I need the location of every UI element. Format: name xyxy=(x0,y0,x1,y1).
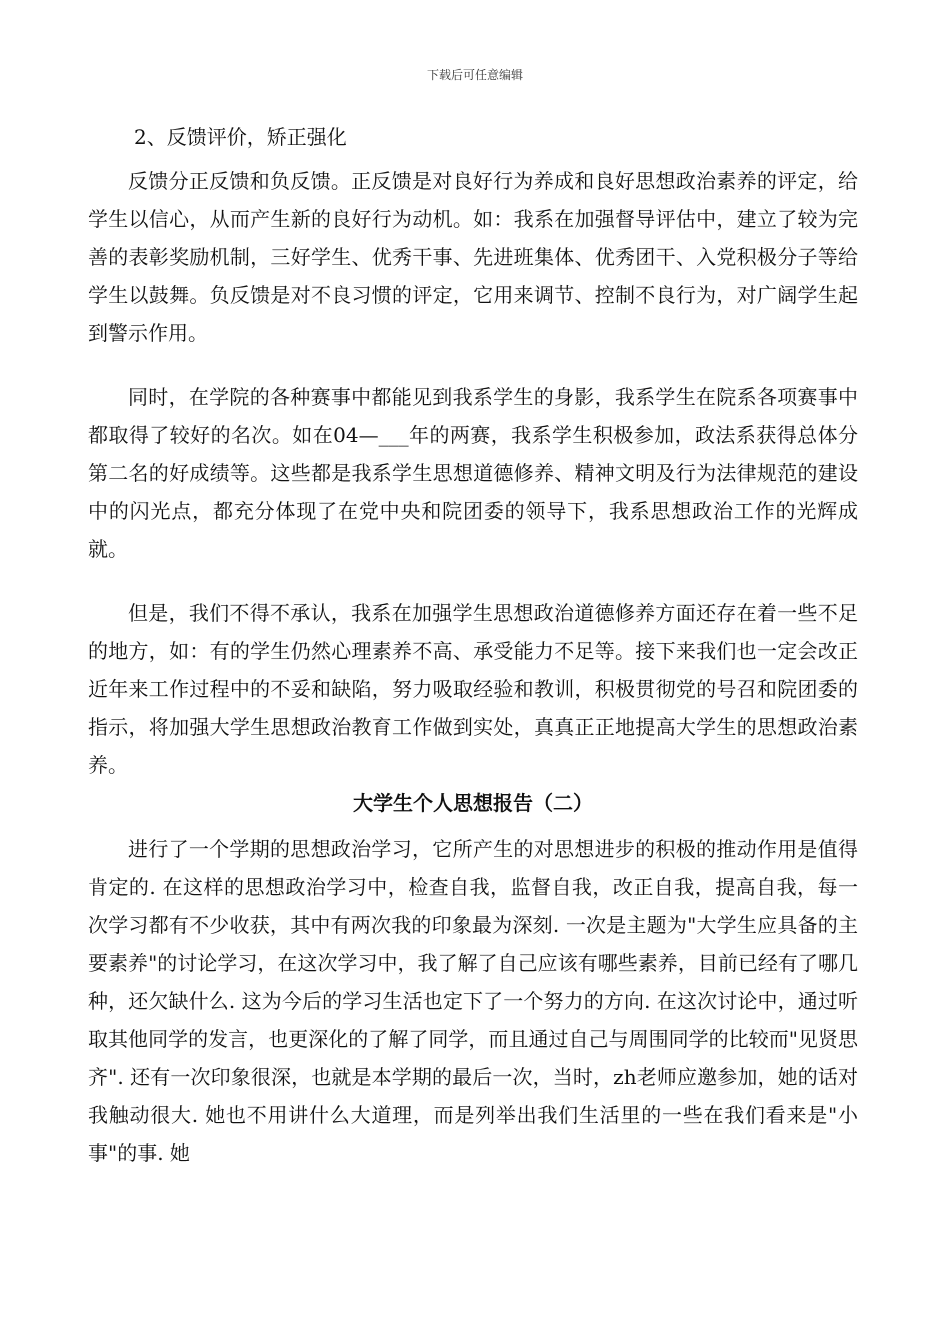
paragraph-shortcomings: 但是，我们不得不承认，我系在加强学生思想政治道德修养方面还存在着一些不足的地方，如：有的学生仍然心理素养不高、承受能力不足等。接下来我们也一定会改正近年来工作过程中的不妥和缺陷，努力吸取经验和教训，积极贯彻党的号召和院团委的指示，将加强大学生思想政治教育工作做到实处，真真正正地提高大学生的思想政治素养。 xyxy=(88,601,858,777)
paragraph-report-body: 进行了一个学期的思想政治学习，它所产生的对思想进步的积极的推动作用是值得肯定的. 在这样的思想政治学习中，检查自我，监督自我，改正自我，提高自我，每一次学习都有不少收获，其中有两次我的印象最为深刻. 一次是主题为"大学生应具备的主要素养"的讨论学习，在这次学习中，我了解了自己应该有哪些素养，目前已经有了哪几种，还欠缺什么. 这为今后的学习生活也定下了一个努力的方向. 在这次讨论中，通过听取其他同学的发言，也更深化的了解了同学，而且通过自己与周围同学的比较而"见贤思齐". 还有一次印象很深，也就是本学期的最后一次，当时，zh老师应邀参加，她的话对我触动很大. 她也不用讲什么大道理，而是列举出我们生活里的一些在我们看来是"小事"的事. 她 xyxy=(88,837,858,1165)
paragraph-feedback: 反馈分正反馈和负反馈。正反馈是对良好行为养成和良好思想政治素养的评定，给学生以信心，从而产生新的良好行为动机。如：我系在加强督导评估中，建立了较为完善的表彰奖励机制，三好学生、优秀干事、先进班集体、优秀团干、入党积极分子等给学生以鼓舞。负反馈是对不良习惯的评定，它用来调节、控制不良行为，对广阔学生起到警示作用。 xyxy=(88,169,858,345)
document-body xyxy=(88,120,858,1172)
report-title: 大学生个人思想报告（二） xyxy=(353,791,593,815)
page-header-note: 下载后可任意编辑 xyxy=(426,68,523,82)
paragraph-achievements: 同时，在学院的各种赛事中都能见到我系学生的身影，我系学生在院系各项赛事中都取得了较好的名次。如在04—___年的两赛，我系学生积极参加，政法系获得总体分第二名的好成绩等。这些都是我系学生思想道德修养、精神文明及行为法律规范的建设中的闪光点，都充分体现了在党中央和院团委的领导下，我系思想政治工作的光辉成就。 xyxy=(88,385,858,561)
section-heading: 2、反馈评价，矫正强化 xyxy=(134,125,347,149)
